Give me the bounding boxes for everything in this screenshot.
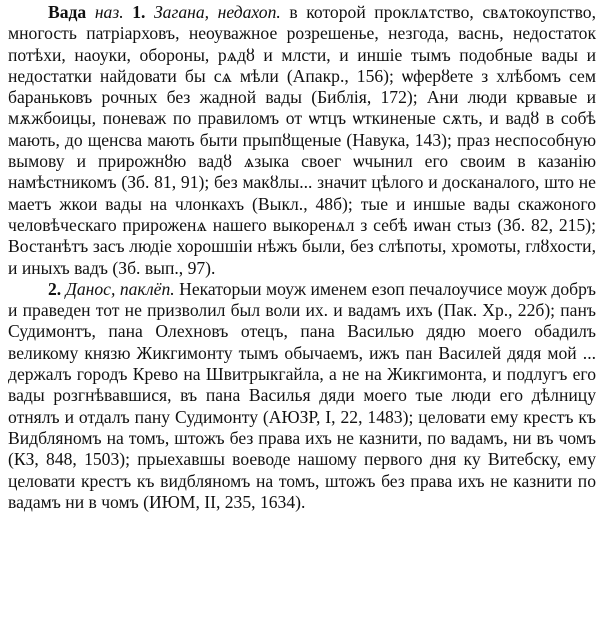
sense-2-number: 2. xyxy=(48,278,62,299)
sense-1-number: 1. xyxy=(132,2,146,22)
sense-1-gloss: Загана, недахоп. xyxy=(153,2,281,22)
dictionary-entry xyxy=(8,2,596,513)
sense-2-text: Некаторыи моуж именем езоп печалоучисе моуж добръ и праведен тот не призволил был воли их. и вадамъ ихъ (Пак. Хр., 22б); панъ Судимонтъ, пана Олехновъ отецъ, пана Василью дядю моего обадилъ великому князю Жикгимонту тымъ обычаемъ, ижъ пан Василей дядя мой ... держалъ городъ Крево на Швитрыкгайла, а не на Жикгимонта, и подлугъ его вады розгнѣвавшися, въ пана Василья дяди моего тые люди его дѣлницу отнялъ и отдалъ пану Судимонту (АЮЗР, I, 22, 1483); целовати ему крестъ къ Видбляномъ на томъ, штожъ без права ихъ не казнити, по вадамъ, ни въ чомъ (КЗ, 848, 1503); прыехавшы воеводе нашому первого дня ку Витебску, ему целовати крестъ къ видбляномъ на томъ, штожъ без права ихъ не казнити по вадамъ ни в чомъ (ИЮМ, II, 235, 1634). xyxy=(8,278,596,512)
sense-2-gloss: Данос, паклёп. xyxy=(65,278,175,299)
sense-1 xyxy=(8,2,596,279)
part-of-speech: наз. xyxy=(94,2,124,22)
sense-1-text: в которой проклѧтство, свѧтокоупство, многость патрiарховъ, неоуважное розрешенье, незгода, васнь, недостаток потѣхи, наоуки, обороны, рѧдȣ и млсти, и иншiе тымъ подобные вады и недостатки найдовати бы сѧ мѣли (Апакр., 156); ѡферȣете з хлѣбомъ сем бараньковъ рочных без жадной вады (Библія, 172); Ани люди крвавые и мѫжбоицы, поневаж по правиломъ от ѡтцъ ѡткиненые сѫть, и вадȣ в собѣ мають, до щенсва мають быти прыпȣщеные (Навука, 143); праз неспособную вымову и прирожнȣю вадȣ ѧзыка своег ѡчынил его своим в казанію намѣстникомъ (Зб. 81, 91); без макȣлы... значит цѣлого и досканалого, што не маетъ жкои вады на члонкахъ (Выкл., 48б); тые и иншые вады скажоного человѣческаго прироженѧ нашего выкоренѧл з себѣ иѡан стыз (Зб. 82, 215); Востанѣтъ засъ людіе хорошшіи нѣжъ были, без слѣпоты, хромоты, глȣхости, и иныхъ вадъ (Зб. вып., 97). xyxy=(8,2,596,278)
headword: Вада xyxy=(48,2,87,22)
sense-2 xyxy=(8,279,596,513)
